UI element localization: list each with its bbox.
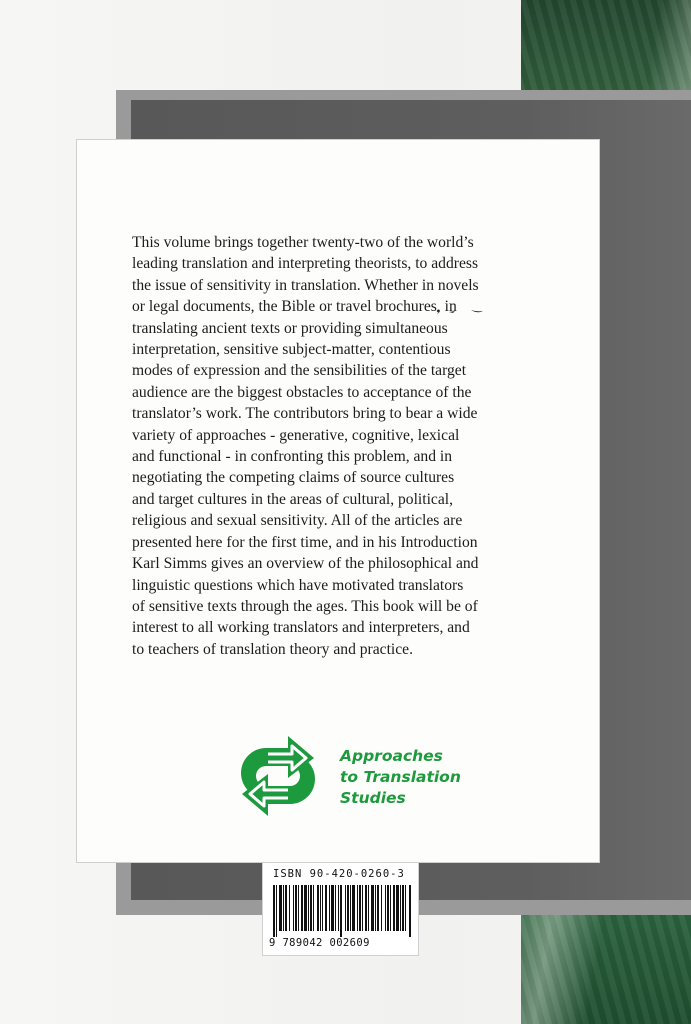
- isbn-barcode: [262, 862, 419, 956]
- blurb-line: and target cultures in the areas of cultural, political,: [132, 490, 453, 508]
- blurb-line: to teachers of translation theory and practice.: [132, 640, 413, 658]
- series-logo-line: Studies: [340, 789, 406, 807]
- blurb-line: religious and sexual sensitivity. All of the articles are: [132, 512, 463, 530]
- blurb-line: modes of expression and the sensibilities of the target: [132, 362, 467, 380]
- blurb-line: interpretation, sensitive subject-matter, contentious: [132, 341, 451, 359]
- blurb-line: presented here for the first time, and in his Introduction: [132, 533, 478, 551]
- blurb-line: audience are the biggest obstacles to acceptance of the: [132, 383, 472, 401]
- blurb-line: translator’s work. The contributors bring to bear a wide: [132, 405, 478, 423]
- isbn-label: ISBN 90-420-0260-3: [273, 868, 405, 880]
- blurb-line: variety of approaches - generative, cognitive, lexical: [132, 426, 460, 444]
- blurb-line: linguistic questions which have motivated translators: [132, 576, 464, 594]
- blurb-line: interest to all working translators and interpreters, and: [132, 619, 470, 637]
- blurb-line: This volume brings together twenty-two of the world’s: [132, 234, 474, 251]
- blurb-line: and functional - in confronting this problem, and in: [132, 448, 453, 466]
- blurb-text: [132, 232, 562, 660]
- blurb-line: translating ancient texts or providing simultaneous: [132, 319, 448, 337]
- blurb-line: Karl Simms gives an overview of the philosophical and: [132, 555, 479, 573]
- blurb-line: the issue of sensitivity in translation. Whether in novels: [132, 276, 479, 294]
- blurb-line: or legal documents, the Bible or travel brochures, in: [132, 298, 457, 316]
- blurb-line: leading translation and interpreting theorists, to address: [132, 255, 479, 273]
- blurb-line: negotiating the competing claims of source cultures: [132, 469, 455, 487]
- two-arrows-loop-icon: [222, 734, 334, 818]
- barcode-bars-icon: [273, 885, 411, 937]
- barcode-digits: 9 789042 002609: [269, 937, 370, 949]
- series-logo-line: to Translation: [340, 768, 461, 786]
- series-logo: [222, 734, 472, 824]
- blurb-line: of sensitive texts through the ages. This book will be of: [132, 597, 478, 615]
- blurb-panel: [76, 139, 600, 863]
- series-logo-line: Approaches: [340, 747, 443, 765]
- series-logo-text: [340, 746, 461, 809]
